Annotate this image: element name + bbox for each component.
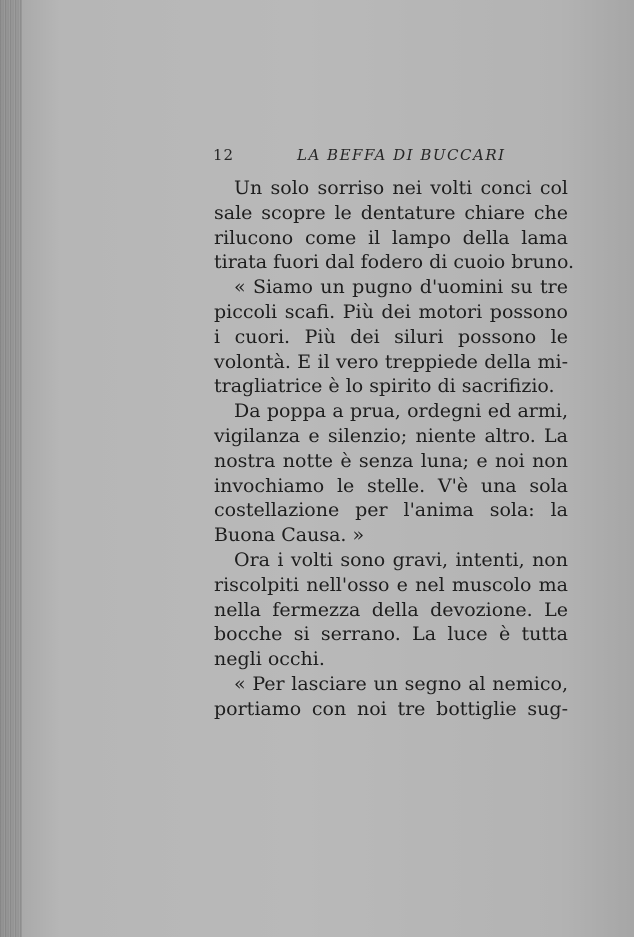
text-line: rilucono come il lampo della lama [214, 226, 568, 249]
page-header [213, 146, 573, 170]
text-line: tragliatrice è lo spirito di sacrifizio. [214, 375, 555, 398]
text-line: negli occhi. [214, 648, 325, 671]
text-line: portiamo con noi tre bottiglie sug- [214, 697, 568, 720]
text-line: nostra notte è senza luna; e noi non [214, 449, 568, 472]
text-line: bocche si serrano. La luce è tutta [214, 623, 568, 646]
body-text [214, 176, 575, 722]
text-line: Un solo sorriso nei volti conci col [234, 177, 568, 199]
page-number: 12 [213, 146, 235, 164]
text-line: piccoli scafi. Più dei motori possono [214, 300, 568, 323]
text-line: costellazione per l'anima sola: la [214, 499, 568, 522]
text-line: riscolpiti nell'osso e nel muscolo ma [214, 573, 568, 596]
text-line: tirata fuori dal fodero di cuoio bruno. [214, 251, 575, 274]
text-line: i cuori. Più dei siluri possono le [214, 325, 568, 348]
text-line: « Per lasciare un segno al nemico, [234, 672, 568, 695]
text-line: sale scopre le dentature chiare che [214, 201, 568, 224]
text-line: volontà. E il vero treppiede della mi- [214, 350, 568, 373]
text-line: invochiamo le stelle. V'è una sola [214, 474, 568, 497]
text-line: Da poppa a prua, ordegni ed armi, [234, 400, 568, 423]
text-line: Ora i volti sono gravi, intenti, non [234, 548, 568, 571]
text-line: nella fermezza della devozione. Le [214, 598, 568, 621]
text-line: vigilanza e silenzio; niente altro. La [214, 424, 568, 447]
running-title: LA BEFFA DI BUCCARI [297, 146, 506, 164]
text-line: Buona Causa. » [214, 524, 365, 547]
text-line: « Siamo un pugno d'uomini su tre [234, 276, 568, 299]
page-edges [0, 0, 22, 937]
